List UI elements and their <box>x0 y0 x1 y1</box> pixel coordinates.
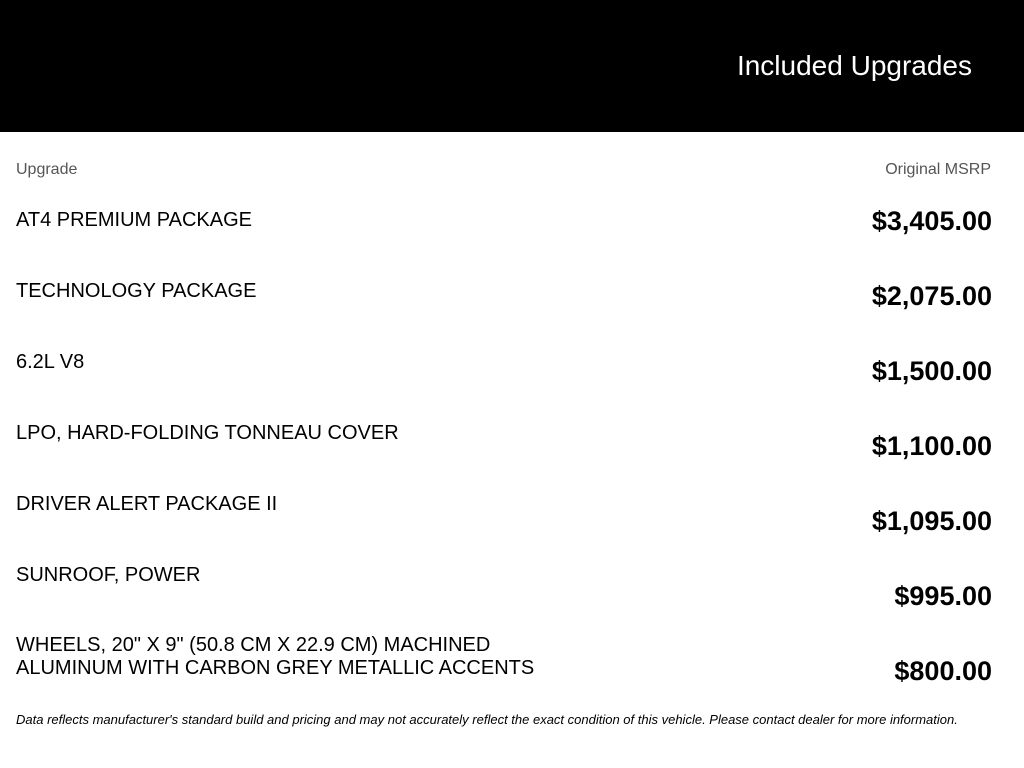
upgrade-row <box>16 493 992 568</box>
upgrade-row <box>16 280 992 355</box>
upgrade-name: 6.2L V8 <box>16 351 85 373</box>
upgrade-row <box>16 422 992 497</box>
upgrade-price: $800.00 <box>894 656 992 686</box>
column-header-msrp: Original MSRP <box>885 161 991 178</box>
upgrade-name: AT4 PREMIUM PACKAGE <box>16 209 252 231</box>
upgrade-price: $1,500.00 <box>871 356 992 386</box>
upgrade-row <box>16 206 992 284</box>
disclaimer-text: Data reflects manufacturer's standard build and pricing and may not accurately reflect the exact condition of this vehicle. Please contact dealer for more information. <box>16 712 958 727</box>
upgrade-price: $995.00 <box>894 581 992 611</box>
upgrade-name: TECHNOLOGY PACKAGE <box>16 280 257 302</box>
upgrade-name: DRIVER ALERT PACKAGE II <box>16 493 278 515</box>
upgrade-row <box>16 634 992 709</box>
upgrade-name: LPO, HARD-FOLDING TONNEAU COVER <box>16 422 399 444</box>
upgrade-price: $3,405.00 <box>871 206 992 236</box>
upgrade-price: $1,100.00 <box>871 431 992 461</box>
column-header-upgrade: Upgrade <box>16 161 78 178</box>
upgrade-row <box>16 351 992 426</box>
upgrade-name: WHEELS, 20" X 9" (50.8 CM X 22.9 CM) MACHINED ALUMINUM WITH CARBON GREY METALLIC ACCENTS <box>16 634 535 679</box>
page-title: Included Upgrades <box>736 50 972 81</box>
upgrade-price: $1,095.00 <box>871 506 992 536</box>
upgrade-row <box>16 564 992 639</box>
header-banner <box>0 0 1024 132</box>
upgrade-price: $2,075.00 <box>871 281 992 311</box>
upgrade-name: SUNROOF, POWER <box>16 564 201 586</box>
